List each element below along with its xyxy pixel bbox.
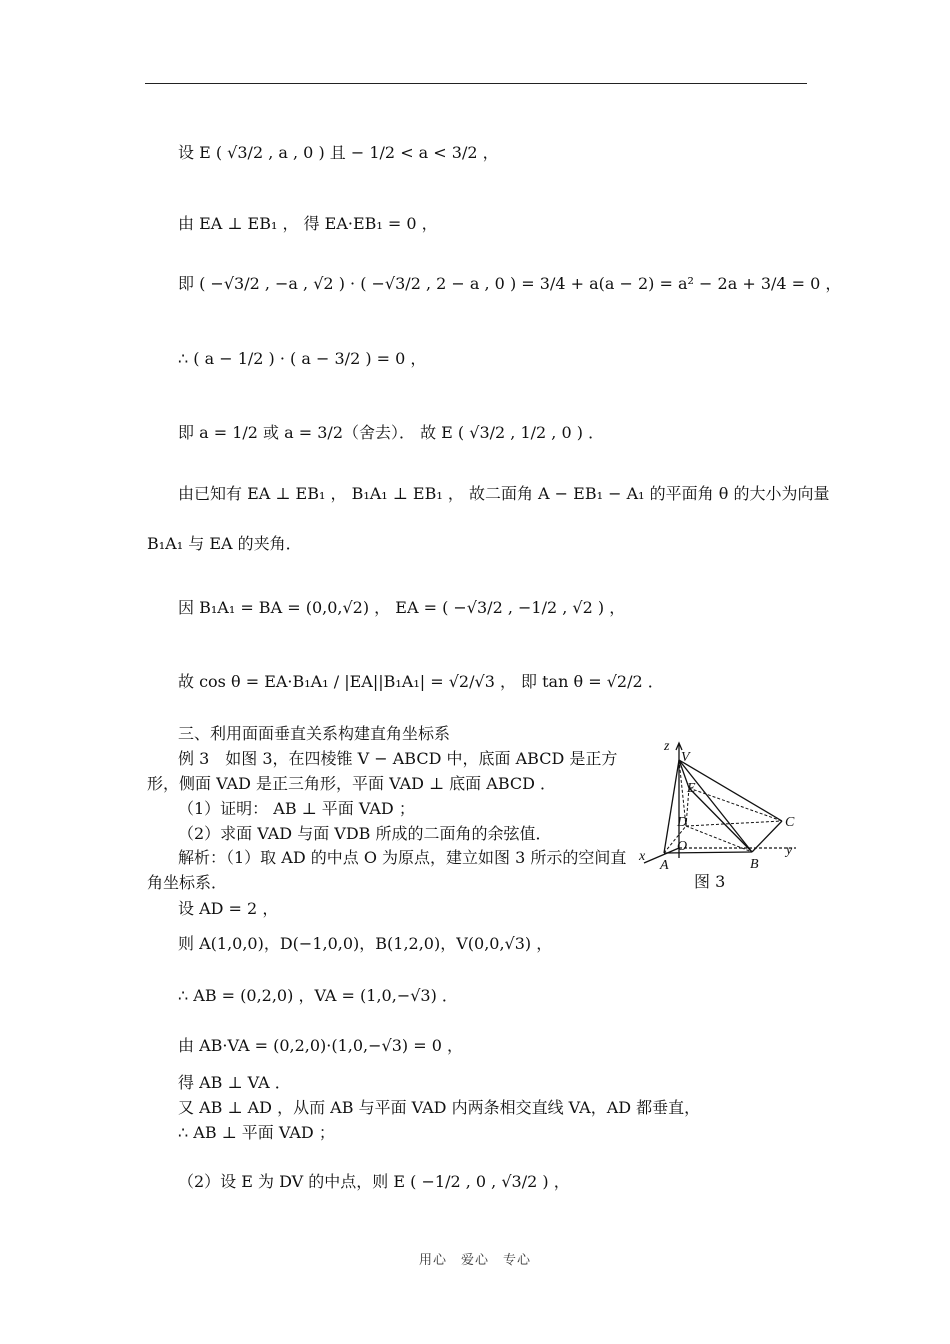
text-line: ∴ AB = (0,2,0) ，VA = (1,0,−√3) ．	[178, 986, 458, 1005]
text-line: B₁A₁ 与 EA 的夹角．	[147, 534, 302, 553]
label-C: C	[785, 815, 795, 830]
label-D: D	[677, 815, 688, 830]
text-line: 设 E ( √3/2 , a , 0 ) 且 − 1/2 < a < 3/2 ，	[178, 143, 499, 162]
label-V: V	[681, 750, 690, 765]
text-line: ∴ ( a − 1/2 ) · ( a − 3/2 ) = 0 ，	[178, 349, 427, 368]
text-line: 故 cos θ = EA·B₁A₁ / |EA||B₁A₁| = √2/√3 ， 即 tan θ = √2/2 ．	[178, 672, 664, 691]
text-line: 角坐标系．	[147, 873, 228, 892]
text-line: 由 AB·VA = (0,2,0)·(1,0,−√3) = 0 ，	[178, 1036, 464, 1055]
label-z: z	[664, 739, 670, 754]
text-line: ∴ AB ⊥ 平面 VAD ；	[178, 1123, 335, 1142]
text-line: 则 A(1,0,0)，D(−1,0,0)，B(1,2,0)，V(0,0,√3) ，	[178, 934, 553, 953]
text-line: 得 AB ⊥ VA ．	[178, 1073, 291, 1092]
label-x: x	[639, 849, 646, 864]
label-y: y	[786, 843, 793, 858]
page-footer: 用心 爱心 专心	[418, 1253, 531, 1268]
edge-dc	[686, 821, 782, 826]
text-line: 例 3 如图 3，在四棱锥 V − ABCD 中，底面 ABCD 是正方	[178, 749, 618, 768]
text-line: 设 AD = 2 ，	[178, 899, 279, 918]
header-rule	[145, 83, 807, 84]
text-line: 即 a = 1/2 或 a = 3/2（舍去）． 故 E ( √3/2 , 1/2 , 0 ) ．	[178, 423, 605, 442]
label-A: A	[660, 858, 669, 873]
text-line: 形，侧面 VAD 是正三角形，平面 VAD ⊥ 底面 ABCD ．	[147, 774, 557, 793]
text-line: 由 EA ⊥ EB₁ ， 得 EA·EB₁ = 0 ，	[178, 214, 438, 233]
text-line: 因 B₁A₁ = BA = (0,0,√2) ， EA = ( −√3/2 , −1/2 , √2 ) ，	[178, 598, 626, 617]
text-line: 又 AB ⊥ AD ，从而 AB 与平面 VAD 内两条相交直线 VA，AD 都垂直，	[178, 1098, 701, 1117]
label-E: E	[687, 781, 696, 796]
section-heading: 三、利用面面垂直关系构建直角坐标系	[178, 724, 451, 743]
edge-bc	[752, 821, 782, 852]
figure-caption: 图 3	[694, 872, 726, 891]
text-line: （2）设 E 为 DV 的中点，则 E ( −1/2 , 0 , √3/2 ) ，	[178, 1172, 570, 1191]
text-line: 解析：（1）取 AD 的中点 O 为原点，建立如图 3 所示的空间直	[178, 848, 627, 867]
text-line: （2）求面 VAD 与面 VDB 所成的二面角的余弦值．	[178, 824, 552, 843]
label-O: O	[677, 839, 688, 854]
label-B: B	[750, 857, 759, 872]
text-line: （1）证明： AB ⊥ 平面 VAD ；	[178, 799, 415, 818]
text-line: 即 ( −√3/2 , −a , √2 ) · ( −√3/2 , 2 − a , 0 ) = 3/4 + a(a − 2) = a² − 2a + 3/4 = 0 ，	[178, 274, 842, 293]
pyramid-figure	[634, 738, 810, 886]
text-line: 由已知有 EA ⊥ EB₁ ， B₁A₁ ⊥ EB₁ ， 故二面角 A − EB₁ − A₁ 的平面角 θ 的大小为向量	[178, 484, 830, 503]
